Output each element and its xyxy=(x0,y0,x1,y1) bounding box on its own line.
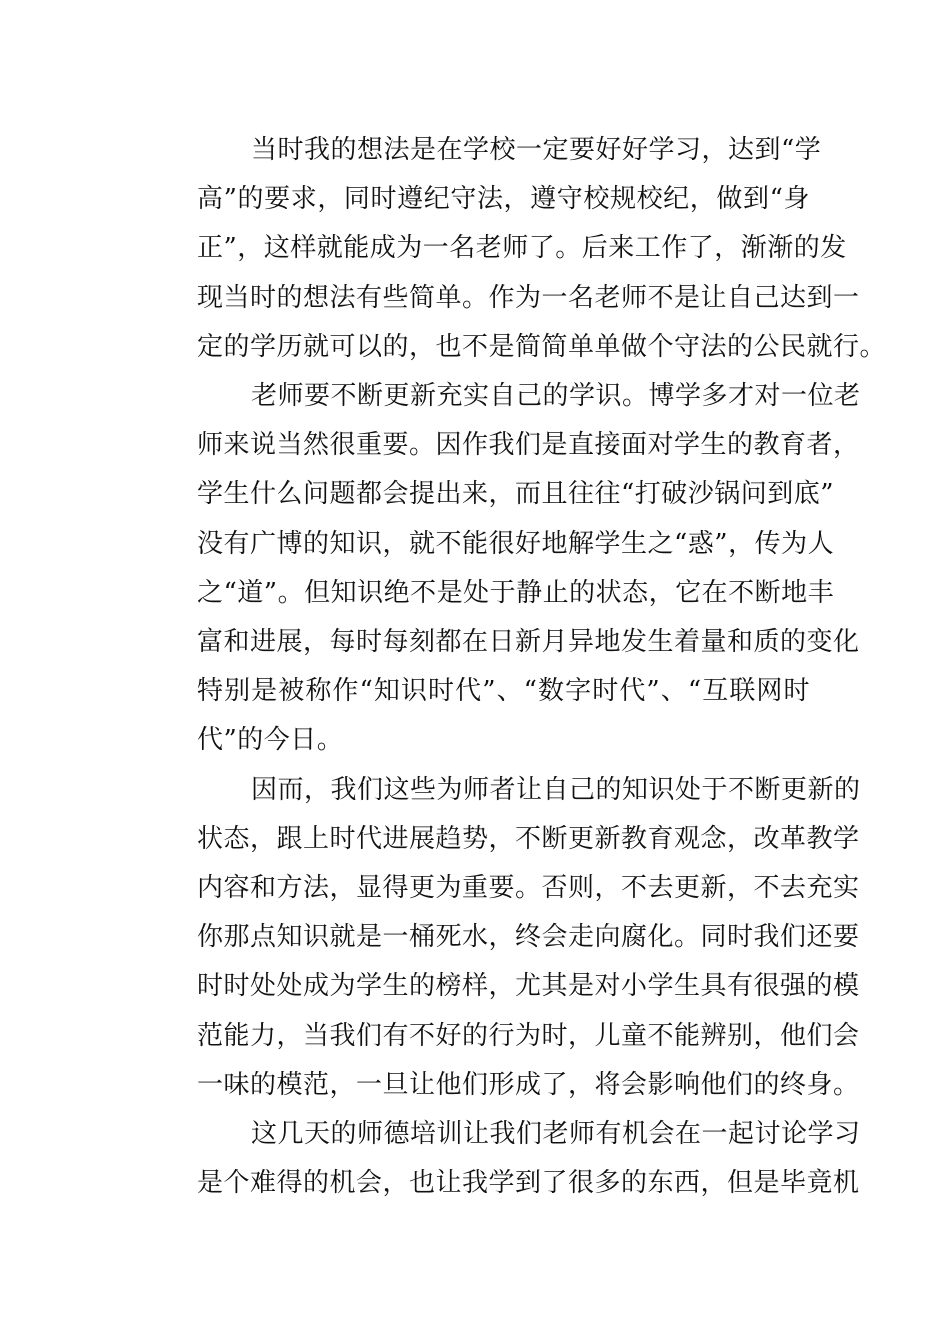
text-line: 这几天的师德培训让我们老师有机会在一起讨论学习 xyxy=(251,1119,861,1150)
paragraph-3 xyxy=(145,766,861,1110)
paragraph-1 xyxy=(145,126,887,372)
text-line: 时时处处成为学生的榜样，尤其是对小学生具有很强的模 xyxy=(197,971,860,1002)
text-line: 代”的今日。 xyxy=(197,725,344,756)
text-line: 师来说当然很重要。因作我们是直接面对学生的教育者， xyxy=(197,430,860,461)
text-line: 你那点知识就是一桶死水，终会走向腐化。同时我们还要 xyxy=(197,922,860,953)
text-line: 现当时的想法有些简单。作为一名老师不是让自己达到一 xyxy=(197,282,860,313)
text-line: 高”的要求，同时遵纪守法，遵守校规校纪，做到“身 xyxy=(197,184,810,215)
text-line: 之“道”。但知识绝不是处于静止的状态，它在不断地丰 xyxy=(197,577,835,608)
text-line: 正”，这样就能成为一名老师了。后来工作了，渐渐的发 xyxy=(197,233,847,264)
text-line: 当时我的想法是在学校一定要好好学习，达到“学 xyxy=(251,135,822,165)
text-line: 特别是被称作“知识时代”、“数字时代”、“互联网时 xyxy=(197,676,810,707)
text-line: 定的学历就可以的，也不是简简单单做个守法的公民就行。 xyxy=(197,331,887,362)
text-line: 是个难得的机会，也让我学到了很多的东西，但是毕竟机 xyxy=(197,1168,860,1199)
paragraph-4 xyxy=(145,1110,861,1208)
text-line: 一味的模范，一旦让他们形成了，将会影响他们的终身。 xyxy=(197,1069,860,1100)
text-line: 学生什么问题都会提出来，而且往往“打破沙锅问到底” xyxy=(197,479,835,510)
text-line: 因而，我们这些为师者让自己的知识处于不断更新的 xyxy=(251,774,861,805)
text-line: 富和进展，每时每刻都在日新月异地发生着量和质的变化 xyxy=(197,627,860,658)
text-line: 内容和方法，显得更为重要。否则，不去更新，不去充实 xyxy=(197,873,860,904)
text-line: 范能力，当我们有不好的行为时，儿童不能辨别，他们会 xyxy=(197,1020,860,1051)
text-line: 没有广博的知识，就不能很好地解学生之“惑”，传为人 xyxy=(197,528,835,559)
text-line: 老师要不断更新充实自己的学识。博学多才对一位老 xyxy=(251,381,861,412)
document-body xyxy=(145,126,887,1208)
paragraph-2 xyxy=(145,372,861,766)
text-line: 状态，跟上时代进展趋势，不断更新教育观念，改革教学 xyxy=(197,823,860,854)
